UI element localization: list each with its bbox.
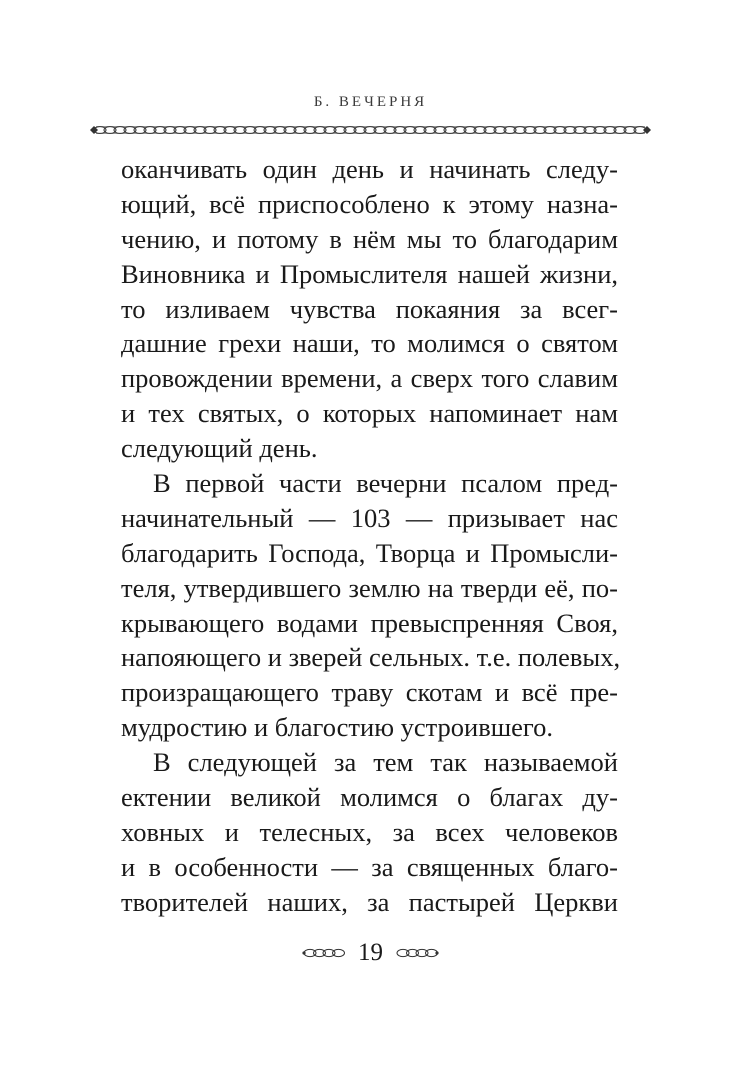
page-folio: [0, 938, 741, 968]
text-line: творителей наших, за пастырей Церкви: [121, 886, 618, 917]
text-line: напояющего и зверей сельных. т.е. полевых,: [121, 642, 621, 673]
text-line: следующий день.: [121, 433, 318, 464]
paragraph-start-line: В следующей за тем так называемой: [153, 747, 618, 778]
text-line: провождении времени, а сверх того славим: [121, 363, 618, 394]
text-line: ховных и телесных, за всех человеков: [121, 816, 618, 847]
text-line: крывающего водами превыспренняя Своя,: [121, 607, 618, 638]
paragraph-start-line: В первой части вечерни псалом пред-: [153, 468, 618, 499]
text-line: оканчивать один день и начинать следу-: [121, 154, 618, 184]
text-line: мудростию и благостию устроившего.: [121, 712, 553, 743]
body-text: [121, 152, 621, 920]
text-line: то изливаем чувства покаяния за всег-: [121, 293, 618, 324]
ornamental-rule: [90, 122, 651, 138]
text-line: теля, утвердившего землю на тверди её, по-: [121, 572, 618, 603]
page-number: 19: [358, 939, 383, 966]
text-line: дашние грехи наши, то молимся о святом: [121, 328, 618, 359]
text-line: чению, и потому в нём мы то благодарим: [121, 223, 618, 254]
left-folio-ornament-icon: [302, 946, 346, 960]
text-line: ектении великой молимся о благах ду-: [121, 782, 618, 813]
text-line: произращающего траву скотам и всё пре-: [121, 677, 618, 708]
text-line: начинательный — 103 — призывает нас: [121, 502, 618, 533]
right-folio-ornament-icon: [395, 946, 439, 960]
running-head: Б. ВЕЧЕРНЯ: [313, 94, 428, 110]
text-line: ющий, всё приспособлено к этому назна-: [121, 188, 618, 219]
text-line: благодарить Господа, Творца и Промысли-: [121, 537, 618, 568]
text-line: Виновника и Промыслителя нашей жизни,: [121, 258, 618, 289]
text-line: и тех святых, о которых напоминает нам: [121, 398, 618, 429]
text-line: и в особенности — за священных благо-: [121, 851, 618, 882]
